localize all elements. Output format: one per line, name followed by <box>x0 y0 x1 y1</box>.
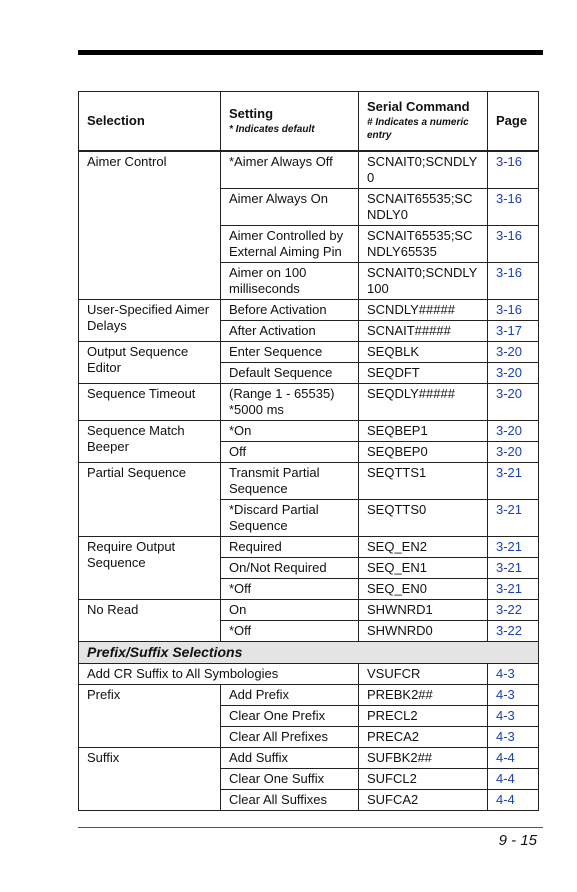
table-row <box>79 341 539 362</box>
page-link[interactable]: 4-4 <box>488 747 539 768</box>
page-link[interactable]: 3-22 <box>488 599 539 620</box>
page-link[interactable]: 3-20 <box>488 341 539 362</box>
page-link[interactable]: 4-3 <box>488 663 539 684</box>
command-cell: SEQBEP1 <box>359 420 488 441</box>
command-cell: SCNAIT##### <box>359 320 488 341</box>
table-header-row <box>79 92 539 151</box>
selection-sequence-timeout: Sequence Timeout <box>79 383 221 420</box>
command-cell: SEQ_EN2 <box>359 536 488 557</box>
page-link[interactable]: 4-4 <box>488 789 539 810</box>
table-row <box>79 462 539 499</box>
header-selection: Selection <box>79 92 221 151</box>
setting-cell: Aimer Always On <box>221 188 359 225</box>
setting-cell: *Off <box>221 620 359 641</box>
selection-suffix: Suffix <box>79 747 221 810</box>
page-link[interactable]: 3-16 <box>488 262 539 299</box>
setting-cell: *Discard Partial Sequence <box>221 499 359 536</box>
table-row <box>79 420 539 441</box>
setting-cell: On/Not Required <box>221 557 359 578</box>
page-link[interactable]: 3-22 <box>488 620 539 641</box>
command-cell: SEQTTS1 <box>359 462 488 499</box>
command-cell: PREBK2## <box>359 684 488 705</box>
setting-cell: Clear One Prefix <box>221 705 359 726</box>
setting-cell: Enter Sequence <box>221 341 359 362</box>
setting-cell: *Off <box>221 578 359 599</box>
setting-cell: Off <box>221 441 359 462</box>
setting-cell: Transmit Partial Sequence <box>221 462 359 499</box>
table-row <box>79 599 539 620</box>
command-cell: SHWNRD0 <box>359 620 488 641</box>
page-link[interactable]: 4-4 <box>488 768 539 789</box>
header-setting <box>221 92 359 151</box>
table-row <box>79 151 539 189</box>
command-cell: SEQTTS0 <box>359 499 488 536</box>
command-cell: SEQ_EN0 <box>359 578 488 599</box>
page-link[interactable]: 4-3 <box>488 684 539 705</box>
header-setting-label: Setting <box>229 105 274 121</box>
selection-no-read: No Read <box>79 599 221 641</box>
page-link[interactable]: 3-16 <box>488 225 539 262</box>
command-cell: PRECA2 <box>359 726 488 747</box>
command-cell: SCNAIT65535;SCNDLY0 <box>359 188 488 225</box>
command-cell: PRECL2 <box>359 705 488 726</box>
command-cell: SCNAIT65535;SCNDLY65535 <box>359 225 488 262</box>
header-serial-command <box>359 92 488 151</box>
command-cell: SEQDLY##### <box>359 383 488 420</box>
command-cell: SUFBK2## <box>359 747 488 768</box>
header-page: Page <box>488 92 539 151</box>
setting-cell: On <box>221 599 359 620</box>
table-row <box>79 383 539 420</box>
section-header-row <box>79 641 539 663</box>
selection-require-output-sequence: Require Output Sequence <box>79 536 221 599</box>
command-cell: SUFCL2 <box>359 768 488 789</box>
page-link[interactable]: 3-16 <box>488 151 539 189</box>
selection-sequence-match-beeper: Sequence Match Beeper <box>79 420 221 462</box>
page-link[interactable]: 3-17 <box>488 320 539 341</box>
selection-prefix: Prefix <box>79 684 221 747</box>
header-setting-note: * Indicates default <box>229 123 315 135</box>
selection-output-sequence-editor: Output Sequence Editor <box>79 341 221 383</box>
page-link[interactable]: 3-20 <box>488 362 539 383</box>
bottom-rule <box>78 827 543 828</box>
setting-cell: Add Prefix <box>221 684 359 705</box>
table-row <box>79 663 539 684</box>
page-link[interactable]: 3-16 <box>488 299 539 320</box>
setting-cell: Add Suffix <box>221 747 359 768</box>
page-link[interactable]: 3-16 <box>488 188 539 225</box>
selection-aimer-control: Aimer Control <box>79 151 221 300</box>
top-rule <box>78 50 543 55</box>
header-serial-command-label: Serial Command <box>367 99 470 115</box>
selection-partial-sequence: Partial Sequence <box>79 462 221 536</box>
command-cell: SCNAIT0;SCNDLY100 <box>359 262 488 299</box>
page-link[interactable]: 3-21 <box>488 578 539 599</box>
page-link[interactable]: 3-20 <box>488 441 539 462</box>
page-link[interactable]: 4-3 <box>488 705 539 726</box>
command-cell: SUFCA2 <box>359 789 488 810</box>
setting-cell: Clear One Suffix <box>221 768 359 789</box>
page-link[interactable]: 3-21 <box>488 557 539 578</box>
command-cell: SEQ_EN1 <box>359 557 488 578</box>
table-row <box>79 299 539 320</box>
page-link[interactable]: 3-21 <box>488 499 539 536</box>
page-link[interactable]: 3-20 <box>488 420 539 441</box>
header-serial-command-note: # Indicates a numeric entry <box>367 117 469 142</box>
page-link[interactable]: 3-20 <box>488 383 539 420</box>
page-link[interactable]: 3-21 <box>488 536 539 557</box>
setting-cell: Before Activation <box>221 299 359 320</box>
command-cell: SEQDFT <box>359 362 488 383</box>
page-link[interactable]: 4-3 <box>488 726 539 747</box>
setting-cell: Aimer on 100 milliseconds <box>221 262 359 299</box>
setting-cell: Required <box>221 536 359 557</box>
selection-aimer-delays: User-Specified Aimer Delays <box>79 299 221 341</box>
setting-cell: (Range 1 - 65535) *5000 ms <box>221 383 359 420</box>
setting-cell: Clear All Suffixes <box>221 789 359 810</box>
serial-command-table <box>78 91 539 811</box>
command-cell: SHWNRD1 <box>359 599 488 620</box>
setting-cell: *On <box>221 420 359 441</box>
table-row <box>79 684 539 705</box>
page-link[interactable]: 3-21 <box>488 462 539 499</box>
page-number: 9 - 15 <box>498 832 537 849</box>
command-cell: SEQBEP0 <box>359 441 488 462</box>
table-row <box>79 536 539 557</box>
command-cell: SCNDLY##### <box>359 299 488 320</box>
section-title-prefix-suffix: Prefix/Suffix Selections <box>79 641 539 663</box>
selection-add-cr-suffix: Add CR Suffix to All Symbologies <box>79 663 359 684</box>
command-cell: SEQBLK <box>359 341 488 362</box>
table-row <box>79 747 539 768</box>
command-cell: VSUFCR <box>359 663 488 684</box>
command-cell: SCNAIT0;SCNDLY0 <box>359 151 488 189</box>
setting-cell: Default Sequence <box>221 362 359 383</box>
setting-cell: Clear All Prefixes <box>221 726 359 747</box>
setting-cell: Aimer Controlled by External Aiming Pin <box>221 225 359 262</box>
setting-cell: After Activation <box>221 320 359 341</box>
setting-cell: *Aimer Always Off <box>221 151 359 189</box>
